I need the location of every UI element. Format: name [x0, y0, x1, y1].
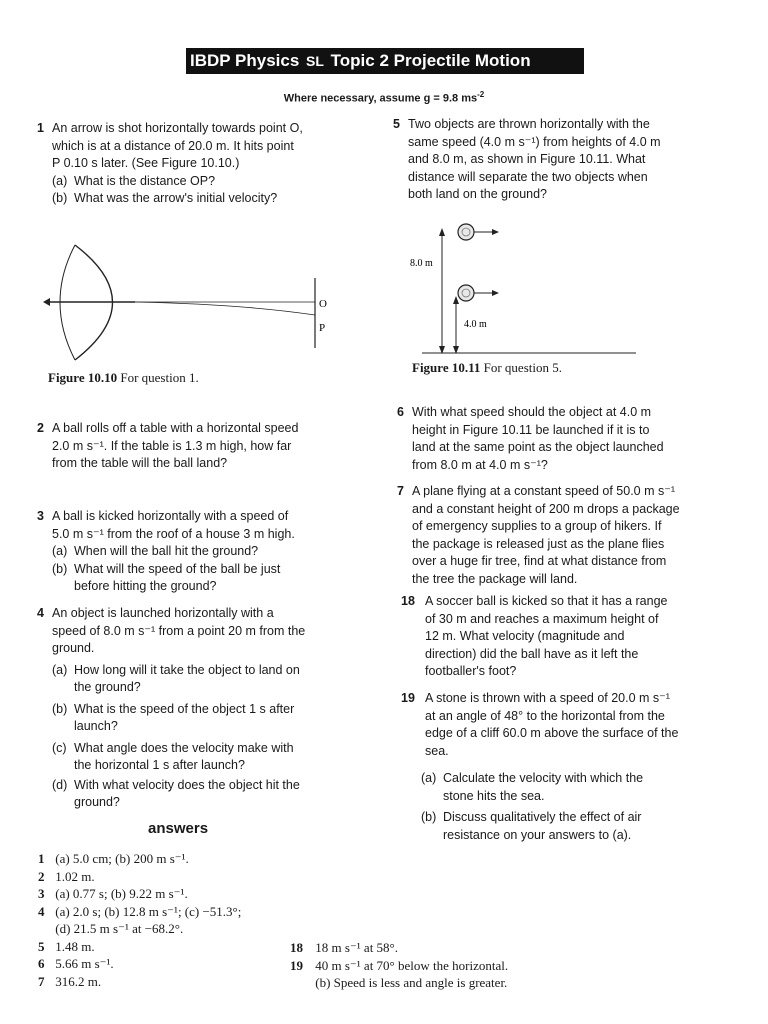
arrow-trajectory: [135, 302, 315, 315]
question-4: 4 An object is launched horizontally with a speed of 8.0 m s⁻¹ from a point 20 m from the ground. (a) How long will it take the object to land on the ground? (b) What is the speed of the object 1 s after launch? (c) What angle does the velocity make with the horizontal 1 s after launch? (d) With what velocity does the object hit the ground?: [37, 606, 306, 809]
title-topic: Topic 2 Projectile Motion: [330, 51, 531, 70]
arrow-fletching: [43, 298, 50, 306]
figure-10-10-caption: Figure 10.10 For question 1.: [48, 370, 199, 385]
figure-10-11-caption: Figure 10.11 For question 5.: [412, 360, 562, 375]
question-2: 2 A ball rolls off a table with a horizontal speed 2.0 m s⁻¹. If the table is 1.3 m high, how far from the table will the ball land?: [37, 421, 299, 470]
answers-left-column: [38, 850, 241, 990]
answer-item: 19 40 m s⁻¹ at 70° below the horizontal.: [290, 957, 509, 973]
object-top: [458, 224, 474, 240]
label-o: O: [319, 298, 327, 310]
label-8m: 8.0 m: [410, 258, 433, 269]
answers-heading: answers: [148, 820, 209, 837]
answer-item: 1 (a) 5.0 cm; (b) 200 m s⁻¹.: [38, 851, 189, 866]
answer-item: 7 316.2 m.: [38, 973, 102, 989]
answer-item: 6 5.66 m s⁻¹.: [38, 956, 114, 971]
object-bottom: [458, 285, 474, 301]
question-6: 6 With what speed should the object at 4.0 m height in Figure 10.11 be launched if it is to land at the same point as the object launched from 8.0 m at 4.0 m s⁻¹?: [397, 405, 664, 472]
label-p: P: [319, 322, 326, 334]
label-4m: 4.0 m: [464, 319, 487, 330]
question-1: 1 An arrow is shot horizontally towards point O, which is at a distance of 20.0 m. It hits point P 0.10 s later. (See Figure 10.10.) (a) What is the distance OP? (b) What was the arrow's initial velocity?: [37, 121, 303, 205]
answer-item: 2 1.02 m.: [38, 868, 95, 884]
title-course: IBDP Physics: [190, 51, 300, 70]
answer-item: (d) 21.5 m s⁻¹ at −68.2°.: [55, 921, 184, 936]
answers-right-column: [290, 939, 508, 992]
answer-item: 3 (a) 0.77 s; (b) 9.22 m s⁻¹.: [38, 886, 188, 901]
question-5: 5 Two objects are thrown horizontally with the same speed (4.0 m s⁻¹) from heights of 4.0 m and 8.0 m, as shown in Figure 10.11. What distance will separate the two objects when both land on the ground?: [393, 117, 661, 201]
answer-item: (b) Speed is less and angle is greater.: [315, 975, 508, 990]
figure-10-11-heights-diagram: [400, 220, 660, 360]
question-19: 19 A stone is thrown with a speed of 20.0 m s⁻¹ at an angle of 48° to the horizontal from the edge of a cliff 60.0 m above the surface of the sea. (a) Calculate the velocity with which the stone hits the sea. (b) Discuss qualitatively the effect of air resistance on your answers to (a).: [401, 691, 679, 842]
gravity-assumption: Where necessary, assume g = 9.8 $ms^{-2}$: [283, 90, 485, 105]
answer-item: 4 (a) 2.0 s; (b) 12.8 m s⁻¹; (c) −51.3°;: [38, 903, 242, 919]
title-level: SL: [306, 53, 324, 69]
question-18: 18 A soccer ball is kicked so that it has a range of 30 m and reaches a maximum height of 12 m. What velocity (magnitude and direction) did the ball have as it left the footballer's foot?: [401, 594, 668, 678]
page-title: [186, 48, 584, 74]
answer-item: 5 1.48 m.: [38, 938, 95, 954]
answer-item: 18 18 m s⁻¹ at 58°.: [290, 940, 399, 955]
question-3: 3 A ball is kicked horizontally with a speed of 5.0 m s⁻¹ from the roof of a house 3 m high. (a) When will the ball hit the ground? (b) What will the speed of the ball be just before hitting the ground?: [37, 509, 295, 593]
question-7: 7 A plane flying at a constant speed of 50.0 m s⁻¹ and a constant height of 200 m drops a package of emergency supplies to a group of hikers. If the package is released just as the plane flies over a huge fir tree, find at what distance from the tree the package will land.: [397, 484, 680, 586]
figure-10-10-bow-diagram: [40, 240, 380, 370]
